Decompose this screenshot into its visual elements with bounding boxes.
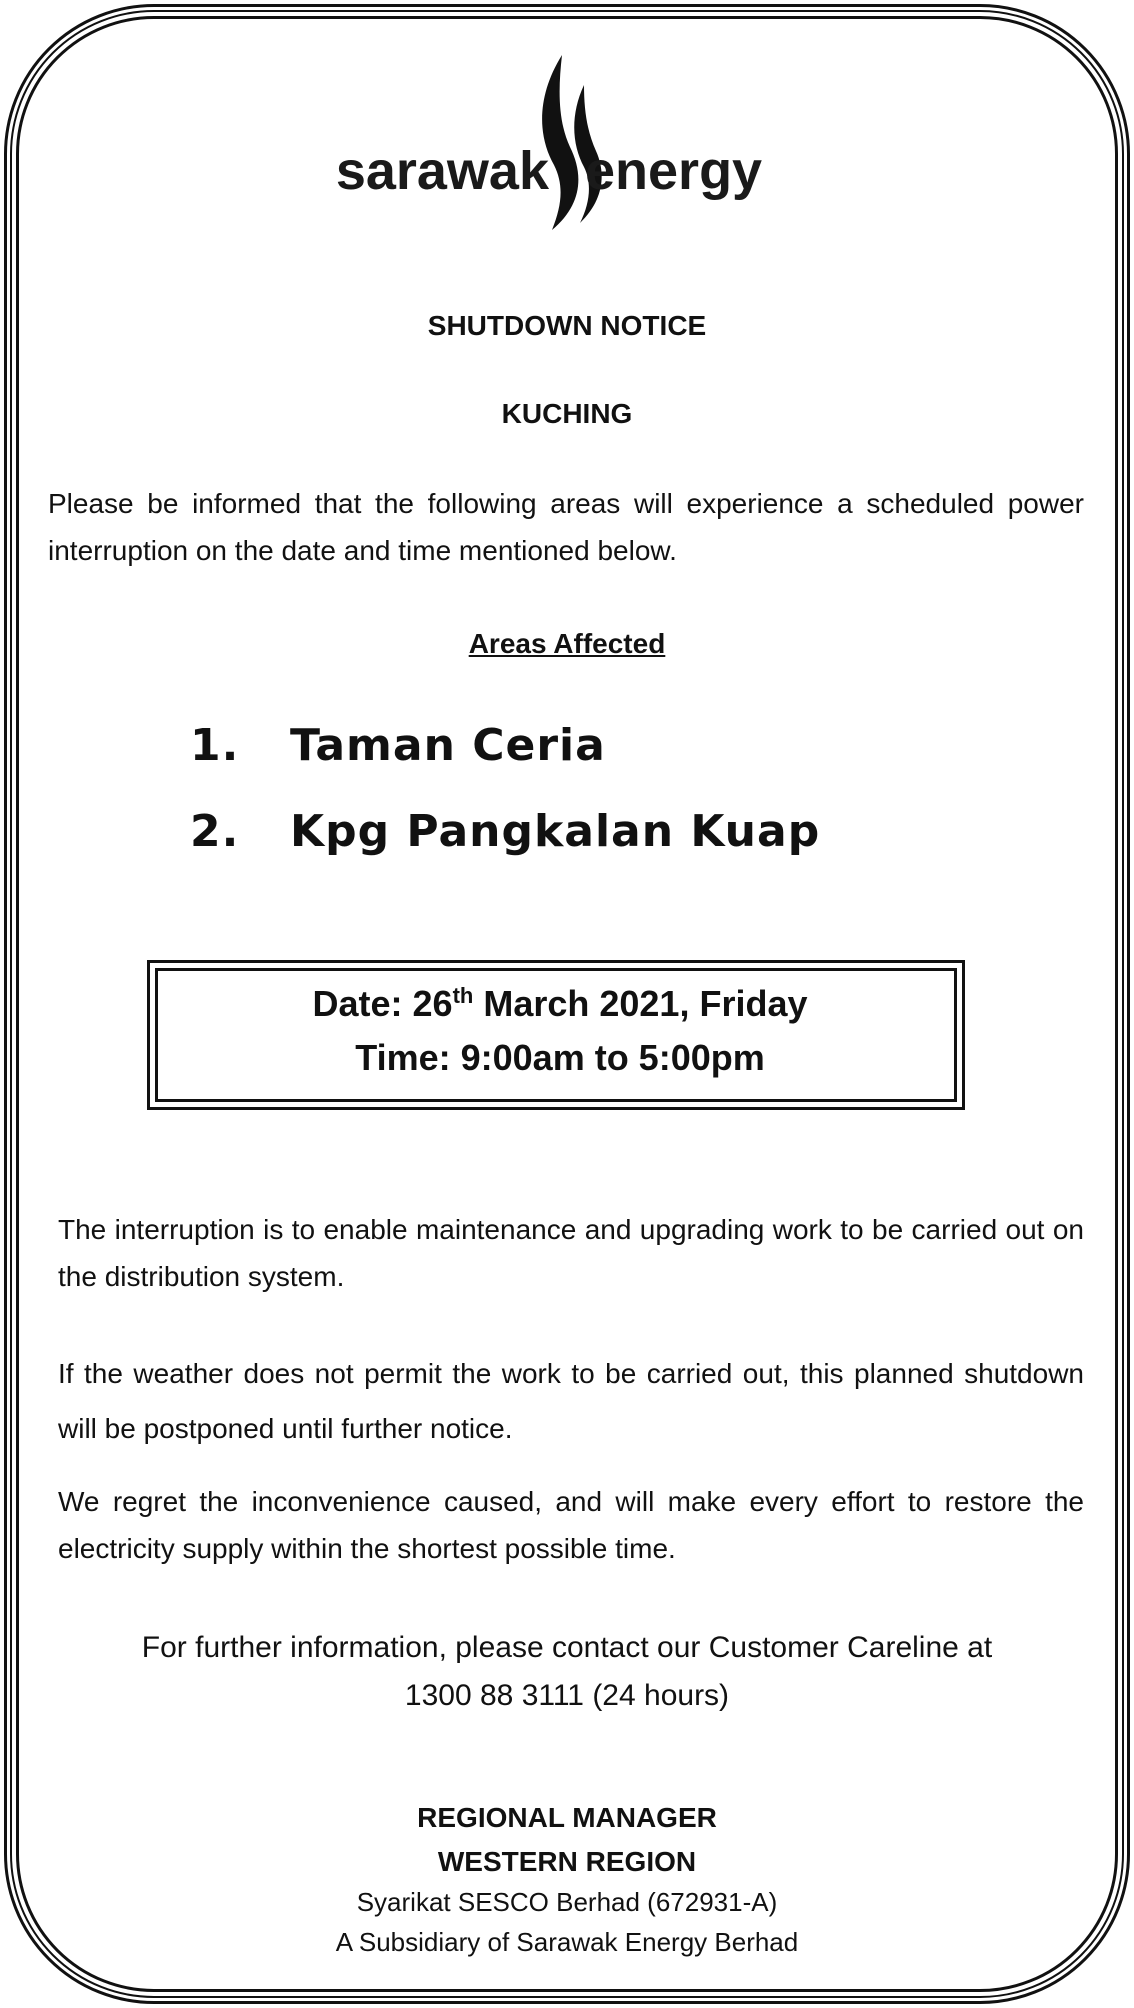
areas-heading: Areas Affected <box>468 628 666 659</box>
notice-title: SHUTDOWN NOTICE <box>427 310 707 341</box>
area-item <box>190 720 606 771</box>
careline-number: 1300 88 3111 (24 hours) <box>404 1679 730 1712</box>
signoff-subsidiary: A Subsidiary of Sarawak Energy Berhad <box>335 1927 799 1957</box>
signoff-region: WESTERN REGION <box>437 1846 697 1877</box>
area-name: Kpg Pangkalan Kuap <box>290 806 821 857</box>
area-item <box>190 806 820 857</box>
notice-location: KUCHING <box>501 398 633 429</box>
schedule-time: Time: 9:00am to 5:00pm <box>355 1037 765 1078</box>
logo-word-energy: energy <box>585 141 763 201</box>
signoff-title: REGIONAL MANAGER <box>417 1802 717 1833</box>
sarawak-energy-logo <box>0 55 1134 235</box>
logo-word-sarawak: sarawak <box>335 141 549 201</box>
area-number: 1. <box>190 720 240 771</box>
contact-line: For further information, please contact our Customer Careline at <box>141 1631 993 1664</box>
area-name: Taman Ceria <box>290 720 606 771</box>
body-paragraph: We regret the inconvenience caused, and will make every effort to restore the electricity supply within the shortest possible time. <box>58 1486 1084 1564</box>
schedule-date: Date: 26th March 2021, Friday <box>312 983 808 1024</box>
intro-paragraph: Please be informed that the following areas will experience a scheduled power interruption on the date and time mentioned below. <box>48 488 1084 566</box>
body-paragraph: If the weather does not permit the work to be carried out, this planned shutdown will be postponed until further notice. <box>58 1358 1084 1444</box>
body-paragraph: The interruption is to enable maintenance and upgrading work to be carried out on the distribution system. <box>58 1214 1084 1292</box>
area-number: 2. <box>190 806 240 857</box>
signoff-company: Syarikat SESCO Berhad (672931-A) <box>356 1887 778 1917</box>
